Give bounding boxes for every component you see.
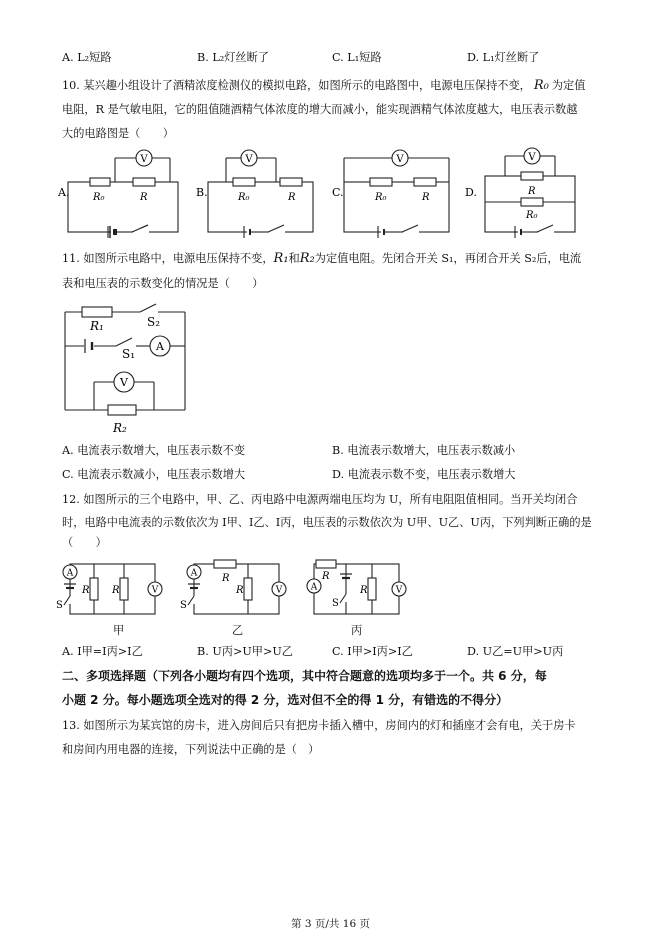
q10b-r-left: R₀ <box>238 192 250 203</box>
q11-fig-r1: R₁ <box>90 319 104 333</box>
q11-stem-line1 <box>62 252 581 266</box>
q12-option-b: B. U丙>U甲>U乙 <box>197 645 293 658</box>
q12-yi-r1-label: R <box>222 573 230 584</box>
q10-line1-tail: 为定值 <box>551 79 586 92</box>
q12-bing-voltmeter-label: V <box>395 585 403 596</box>
q9-option-a: A. L₂短路 <box>62 51 112 64</box>
q10a-r-left: R₀ <box>93 192 105 203</box>
q12-bing-r2-label: R <box>360 585 368 596</box>
q11-fig-s1: S₁ <box>122 347 136 361</box>
q11-line1b: 为定值电阻。先闭合开关 S₁，再闭合开关 S₂后，电流 <box>314 252 582 265</box>
q11-line1a: 11. 如图所示电路中，电源电压保持不变， <box>62 252 274 265</box>
q10d-r-top: R <box>528 186 536 197</box>
q10d-r-bottom: R₀ <box>526 210 538 221</box>
q10c-r-left: R₀ <box>375 192 387 203</box>
q10-r0-symbol: R₀ <box>533 78 549 93</box>
q12-jia-voltmeter-label: V <box>151 585 159 596</box>
q11-r1-symbol: R₁ <box>273 251 289 266</box>
q11-figure <box>60 300 190 440</box>
q13-stem-line1: 13. 如图所示为某宾馆的房卡，进入房间后只有把房卡插入槽中，房间内的灯和插座才会有电，关于房卡 <box>62 719 576 732</box>
q10-stem-line3: 大的电路图是（ ） <box>62 127 174 140</box>
q11-option-b: B. 电流表示数增大，电压表示数减小 <box>332 444 516 457</box>
q12-fig-label-jia: 甲 <box>113 624 125 637</box>
q12-option-a: A. I甲=I丙>I乙 <box>62 645 143 658</box>
q10a-label: A. <box>58 186 70 199</box>
q12-jia-r1-label: R <box>82 585 90 596</box>
q10-figure-c <box>330 146 455 236</box>
q10-stem-line1 <box>62 79 585 93</box>
section2-heading-line1: 二、多项选择题（下列各小题均有四个选项，其中符合题意的选项均多于一个。共 6 分，每 <box>62 669 547 683</box>
q10b-label: B. <box>196 186 208 199</box>
q11-option-c: C. 电流表示数减小，电压表示数增大 <box>62 468 246 481</box>
q12-option-d: D. U乙=U甲>U丙 <box>467 645 564 658</box>
q12-figure-bing <box>306 556 421 641</box>
q10-figure-d <box>465 146 590 236</box>
q12-stem-line3: （ ） <box>62 536 107 549</box>
section2-heading-line2: 小题 2 分。每小题选项全选对的得 2 分，选对但不全的得 1 分，有错选的不得分） <box>62 693 509 707</box>
q10-figure-a <box>60 146 185 236</box>
q10b-r-right: R <box>288 192 296 203</box>
q12-yi-s-label: S <box>180 600 187 611</box>
q11-and: 和 <box>288 252 300 265</box>
q12-bing-ammeter-label: A <box>310 582 318 593</box>
q12-option-c: C. I甲>I丙>I乙 <box>332 645 413 658</box>
q12-jia-r2-label: R <box>112 585 120 596</box>
q10d-label: D. <box>465 186 477 199</box>
q11-ammeter-label: A <box>156 340 164 353</box>
q9-option-d: D. L₁灯丝断了 <box>467 51 540 64</box>
page-footer: 第 3 页/共 16 页 <box>291 918 370 930</box>
q11-r2-symbol: R₂ <box>299 251 315 266</box>
q12-yi-ammeter-label: A <box>190 568 198 579</box>
q10b-voltmeter-label: V <box>245 154 253 165</box>
q10a-r-right: R <box>140 192 148 203</box>
q11-fig-s2: S₂ <box>147 315 161 329</box>
q10c-r-right: R <box>422 192 430 203</box>
q11-option-d: D. 电流表示数不变，电压表示数增大 <box>332 468 516 481</box>
q11-stem-line2: 表和电压表的示数变化的情况是（ ） <box>62 277 264 290</box>
q13-stem-line2: 和房间内用电器的连接，下列说法中正确的是（ ） <box>62 743 320 756</box>
q12-jia-s-label: S <box>56 600 63 611</box>
q10-stem-line2: 电阻，R 是气敏电阻，它的阻值随酒精气体浓度的增大而减小，能实现酒精气体浓度越大，电压表示数越 <box>62 103 578 116</box>
q10c-voltmeter-label: V <box>396 154 404 165</box>
q10-figure-b <box>196 146 321 236</box>
q10d-voltmeter-label: V <box>528 152 536 163</box>
q12-stem-line2: 时，电路中电流表的示数依次为 I甲、I乙、I丙，电压表的示数依次为 U甲、U乙、U丙，下列判断正确的是 <box>62 516 592 529</box>
q12-yi-r2-label: R <box>236 585 244 596</box>
q10a-voltmeter-label: V <box>140 154 148 165</box>
q12-fig-label-yi: 乙 <box>232 624 244 637</box>
q12-bing-r1-label: R <box>322 571 330 582</box>
q9-option-c: C. L₁短路 <box>332 51 382 64</box>
q12-stem-line1: 12. 如图所示的三个电路中，甲、乙、丙电路中电源两端电压均为 U，所有电阻阻值相同。当开关均闭合 <box>62 493 578 506</box>
q12-bing-s-label: S <box>332 598 339 609</box>
q12-fig-label-bing: 丙 <box>351 624 363 637</box>
q12-jia-ammeter-label: A <box>66 568 74 579</box>
q11-voltmeter-label: V <box>120 376 128 389</box>
q9-option-b: B. L₂灯丝断了 <box>197 51 269 64</box>
q11-option-a: A. 电流表示数增大，电压表示数不变 <box>62 444 246 457</box>
q10c-label: C. <box>332 186 344 199</box>
q10-line1-text: 10. 某兴趣小组设计了酒精浓度检测仪的模拟电路，如图所示的电路图中，电源电压保持不变， <box>62 79 531 92</box>
q11-fig-r2: R₂ <box>113 421 127 435</box>
q12-yi-voltmeter-label: V <box>275 585 283 596</box>
